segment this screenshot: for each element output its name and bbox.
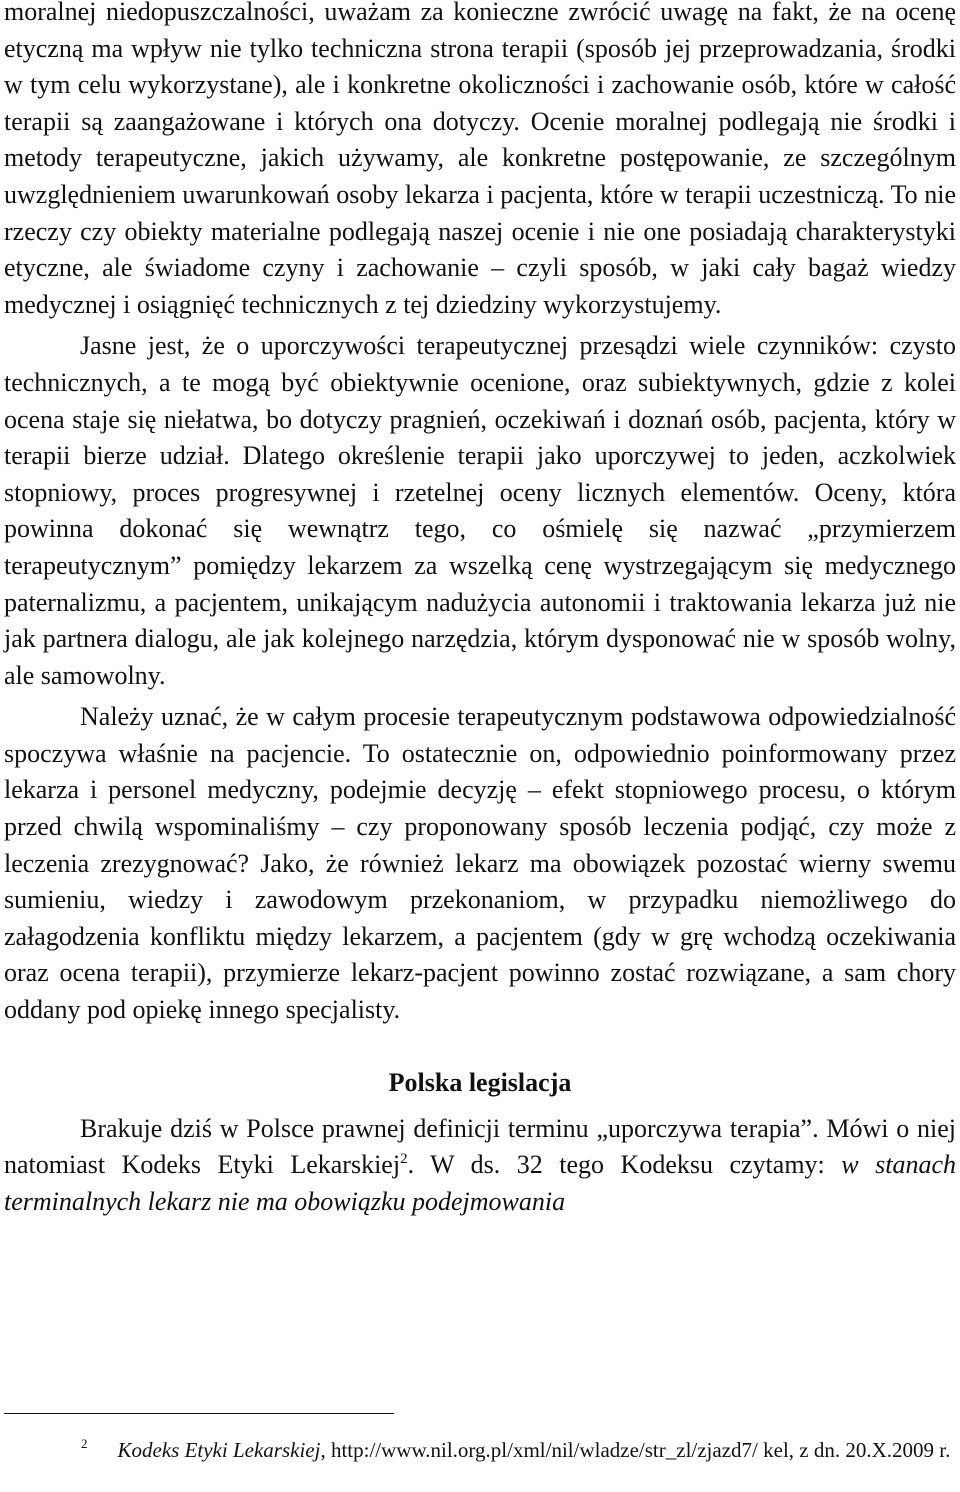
footnote-title: Kodeks Etyki Lekarskiej	[117, 1438, 321, 1462]
paragraph-4-quotation: w stanach terminalnych lekarz nie ma obowiązku podejmowania	[4, 1150, 956, 1216]
body-paragraph-2: Jasne jest, że o uporczywości terapeutycznej przesądzi wiele czynników: czysto technicznych, a te mogą być obiektywnie ocenione, oraz subiektywnych, gdzie z kolei ocena staje się niełatwa, bo dotyczy pragnień, oczekiwań i doznań osób, pacjenta, który w terapii bierze udział. Dlatego określenie terapii jako uporczywej to jeden, aczkolwiek stopniowy, proces progresywnej i rzetelnej oceny licznych elementów. Oceny, która powinna dokonać się wewnątrz tego, co ośmielę się nazwać „przymierzem terapeutycznym” pomiędzy lekarzem za wszelką cenę wystrzegającym się medycznego paternalizmu, a pacjentem, unikającym nadużycia autonomii i traktowania lekarza już nie jak partnera dialogu, ale jak kolejnego narzędzia, którym dysponować nie w sposób wolny, ale samowolny.	[4, 331, 956, 690]
paragraph-4-text-middle: . W ds. 32 tego Kodeksu czytamy:	[407, 1150, 842, 1180]
body-paragraph-1: moralnej niedopuszczalności, uważam za konieczne zwrócić uwagę na fakt, że na ocenę etyczną ma wpływ nie tylko techniczna strona terapii (sposób jej przeprowadzania, środki w tym celu wykorzystane), ale i konkretne okoliczności i zachowanie osób, które w całość terapii są zaangażowane i których ona dotyczy. Ocenie moralnej podlegają nie środki i metody terapeutyczne, jakich używamy, ale konkretne postępowanie, ze szczególnym uwzględnieniem uwarunkowań osoby lekarza i pacjenta, które w terapii uczestniczą. To nie rzeczy czy obiekty materialne podlegają naszej ocenie i nie one posiadają charakterystyki etyczne, ale świadome czyny i zachowanie – czyli sposób, w jaki cały bagaż wiedzy medycznej i osiągnięć technicznych z tej dziedziny wykorzystujemy.	[4, 0, 956, 319]
footnote-separator	[4, 1413, 394, 1414]
body-paragraph-3: Należy uznać, że w całym procesie terapeutycznym podstawowa odpowiedzialność spoczywa właśnie na pacjencie. To ostatecznie on, odpowiednio poinformowany przez lekarza i personel medyczny, podejmie decyzję – efekt stopniowego procesu, o którym przed chwilą wspominaliśmy – czy proponowany sposób leczenia podjąć, czy może z leczenia zrezygnować? Jako, że również lekarz ma obowiązek pozostać wierny swemu sumieniu, wiedzy i zawodowym przekonaniom, w przypadku niemożliwego do załagodzenia konfliktu między lekarzem, a pacjentem (gdy w grę wchodzą oczekiwania oraz ocena terapii), przymierze lekarz-pacjent powinno zostać rozwiązane, a sam chory oddany pod opiekę innego specjalisty.	[4, 702, 956, 1025]
document-page	[4, 0, 956, 1220]
footnote: 2 Kodeks Etyki Lekarskiej, http://www.nil.org.pl/xml/nil/wladze/str_zl/zjazd7/ kel, z dn. 20.X.2009 r.	[81, 1436, 951, 1462]
footnote-text: , http://www.nil.org.pl/xml/nil/wladze/str_zl/zjazd7/ kel, z dn. 20.X.2009 r.	[320, 1438, 951, 1462]
paragraph-4-text-start: Brakuje dziś w Polsce prawnej definicji terminu „uporczywa terapia”. Mówi o niej natomiast Kodeks Etyki Lekarskiej	[4, 1113, 956, 1180]
footnote-reference: 2	[400, 1151, 408, 1168]
body-paragraph-4	[4, 1111, 956, 1221]
section-heading: Polska legislacja	[388, 1067, 572, 1097]
